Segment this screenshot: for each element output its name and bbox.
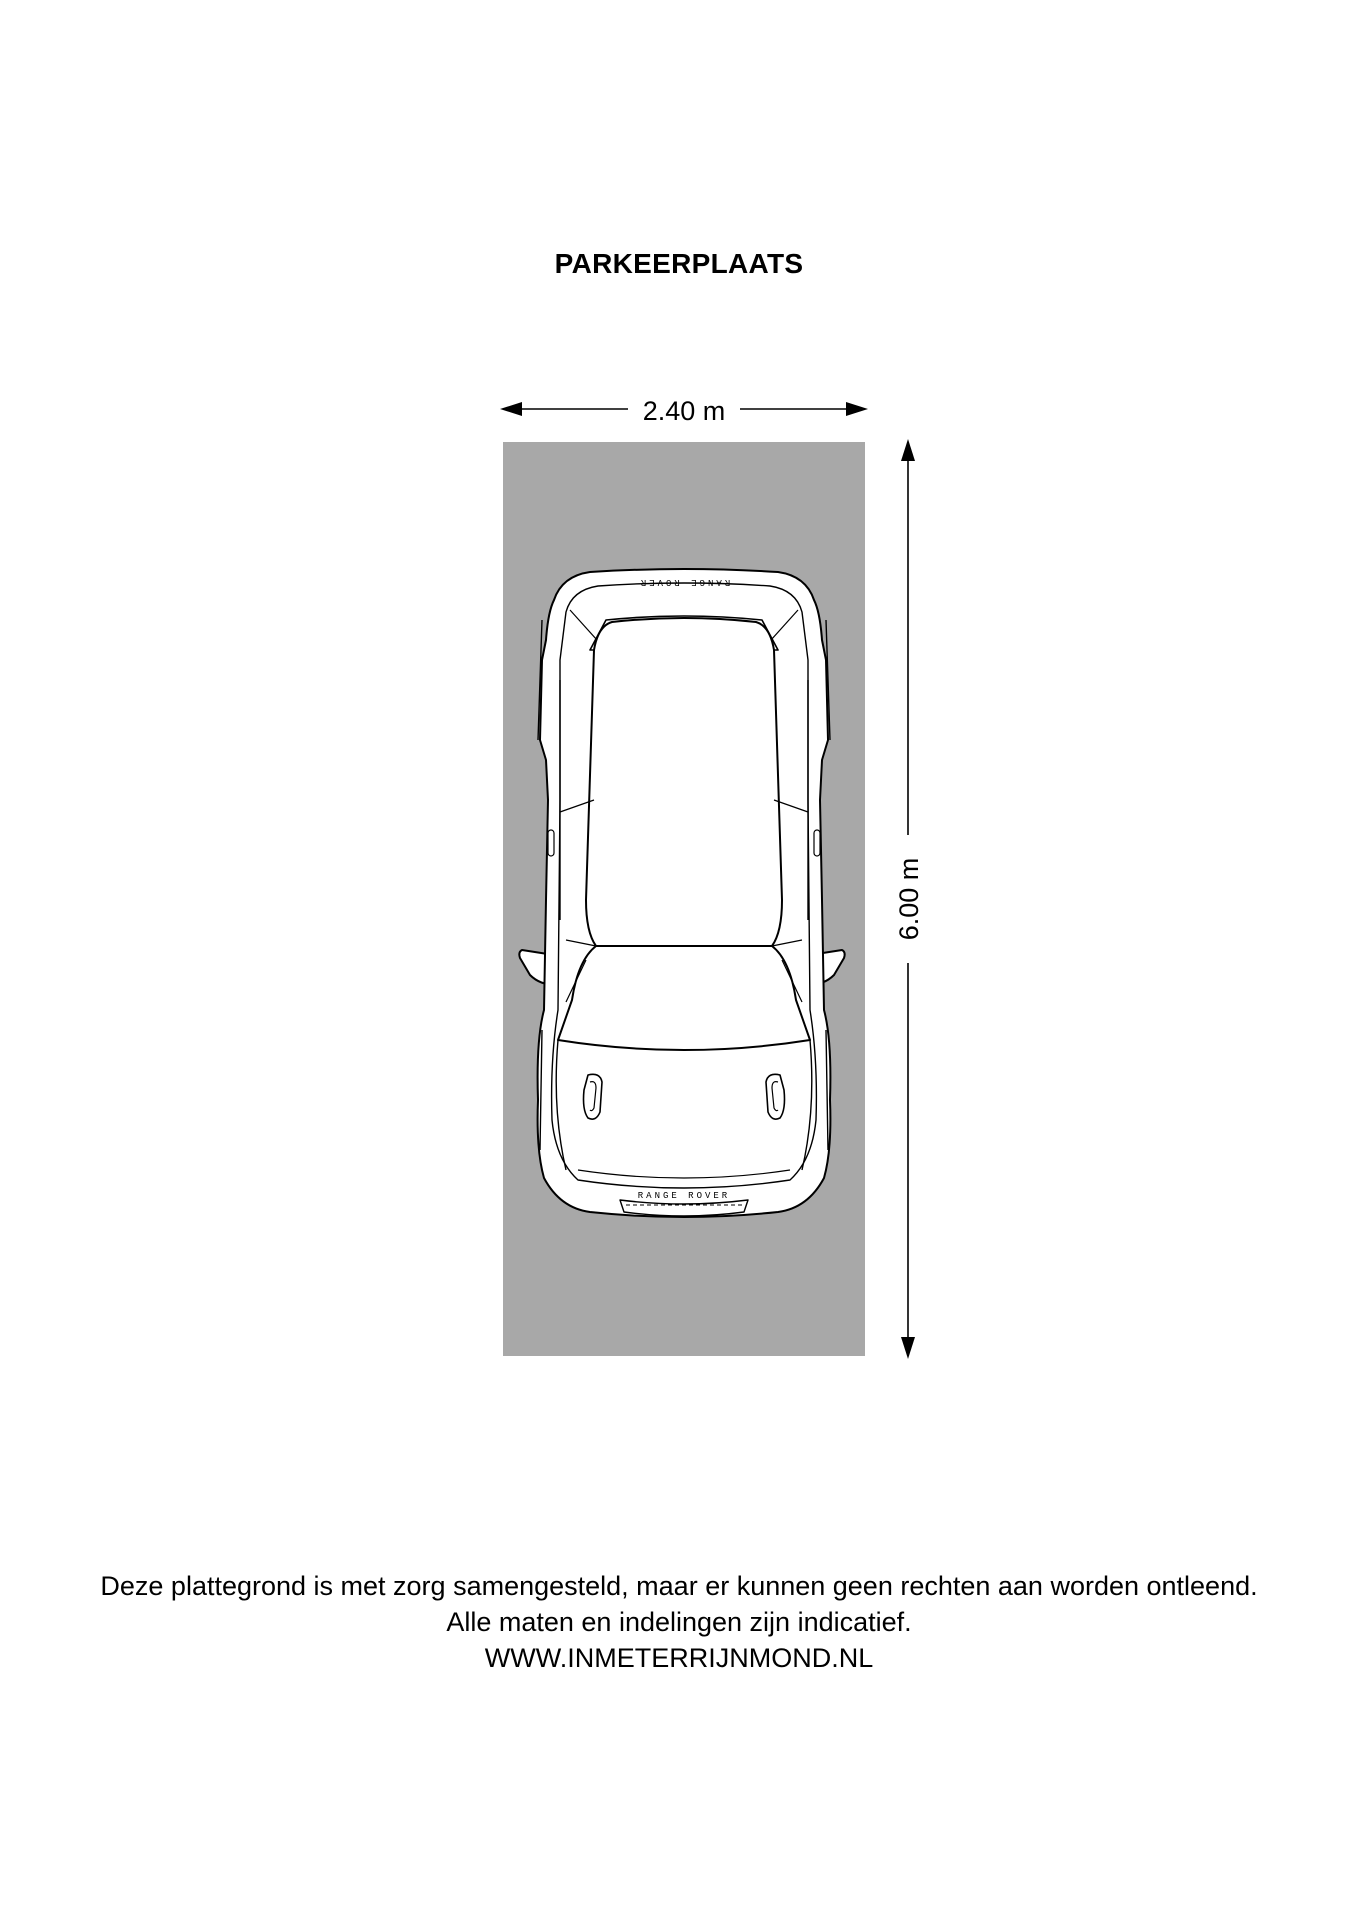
arrow-up-icon — [901, 439, 915, 461]
page-title: PARKEERPLAATS — [554, 248, 804, 279]
website-link[interactable]: WWW.INMETERRIJNMOND.NL — [484, 1643, 874, 1673]
arrow-right-icon — [846, 402, 868, 416]
windscreen — [558, 946, 810, 1050]
disclaimer-line-1: Deze plattegrond is met zorg samengesteld, maar er kunnen geen rechten aan worden ontleend. — [100, 1571, 1258, 1601]
car-top-view — [519, 569, 844, 1217]
length-label: 6.00 m — [894, 857, 924, 941]
disclaimer-line-2: Alle maten en indelingen zijn indicatief. — [446, 1607, 912, 1637]
width-label: 2.40 m — [642, 396, 726, 426]
brand-text-rear: RANGE ROVER — [637, 577, 731, 587]
car-roof — [586, 618, 782, 946]
brand-text-front: RANGE ROVER — [637, 1191, 731, 1201]
arrow-down-icon — [901, 1337, 915, 1359]
disclaimer — [0, 1568, 1358, 1676]
arrow-left-icon — [500, 402, 522, 416]
